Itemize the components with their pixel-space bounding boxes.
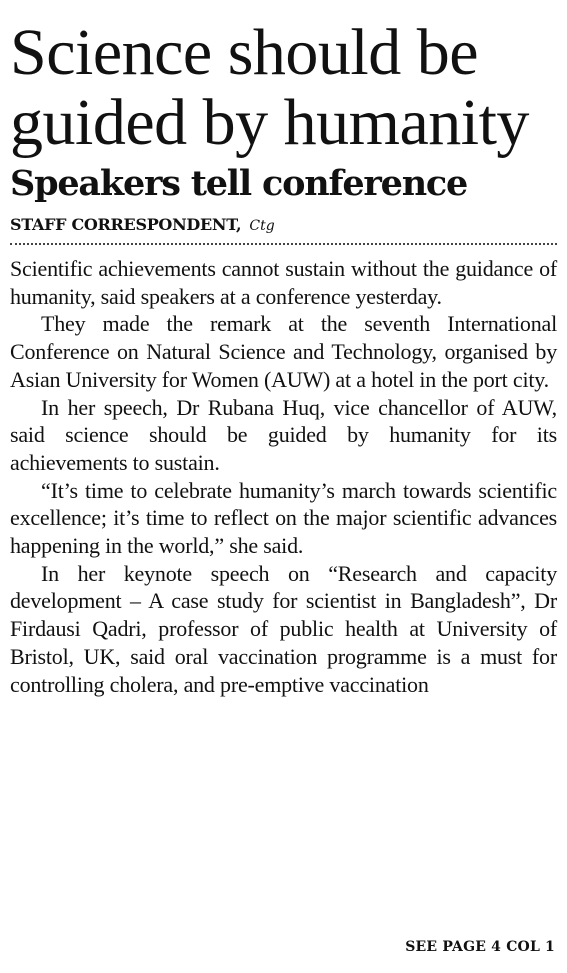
paragraph: They made the remark at the seventh International Conference on Natural Science and Technology, organised by Asian University for Women (AUW) at a hotel in the port city. xyxy=(10,311,557,392)
byline xyxy=(10,214,557,245)
headline: Science should be guided by humanity xyxy=(10,16,529,159)
paragraph: “It’s time to celebrate humanity’s march towards scientific excellence; it’s time to reflect on the major scientific advances happening in the world,” she said. xyxy=(10,477,557,559)
paragraph: In her speech, Dr Rubana Huq, vice chancellor of AUW, said science should be guided by humanity for its achievements to sustain. xyxy=(10,394,557,475)
paragraph: In her keynote speech on “Research and capacity development – A case study for scientist in Bangladesh”, Dr Firdausi Qadri, professor of public health at University of Bristol, UK, said oral vaccination programme is a must for controlling cholera, and pre-emptive vaccination xyxy=(10,560,557,697)
subheadline: Speakers tell conference xyxy=(10,163,468,204)
byline-place: Ctg xyxy=(249,218,275,234)
paragraph: Scientific achievements cannot sustain without the guidance of humanity, said speakers at a conference yesterday. xyxy=(10,256,557,309)
continuation-jump-line: SEE PAGE 4 COL 1 xyxy=(405,939,555,955)
article-body xyxy=(10,255,557,698)
byline-name: STAFF CORRESPONDENT, xyxy=(10,215,242,234)
news-article xyxy=(10,18,557,698)
